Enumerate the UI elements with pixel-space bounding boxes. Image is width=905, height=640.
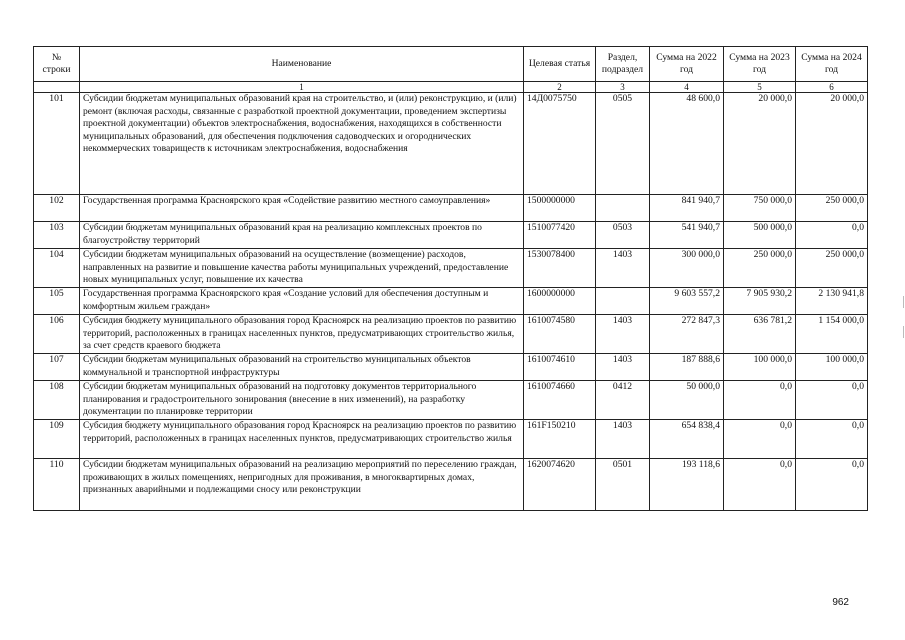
row-target-code: 1510077420 bbox=[524, 222, 596, 249]
header-row bbox=[34, 47, 868, 82]
row-sum-2023: 500 000,0 bbox=[724, 222, 796, 249]
table-row bbox=[34, 93, 868, 195]
page-number: 962 bbox=[832, 597, 849, 608]
row-sum-2023: 0,0 bbox=[724, 381, 796, 420]
row-section: 0505 bbox=[596, 93, 650, 195]
row-sum-2023: 750 000,0 bbox=[724, 195, 796, 222]
column-index: 6 bbox=[796, 82, 868, 93]
row-number: 101 bbox=[34, 93, 80, 195]
row-section: 1403 bbox=[596, 354, 650, 381]
column-index: 2 bbox=[524, 82, 596, 93]
row-number: 107 bbox=[34, 354, 80, 381]
header-sum-2023: Сумма на 2023 год bbox=[724, 47, 796, 82]
row-sum-2023: 0,0 bbox=[724, 420, 796, 459]
row-sum-2024: 0,0 bbox=[796, 459, 868, 511]
scan-artifact bbox=[903, 326, 904, 338]
row-number: 109 bbox=[34, 420, 80, 459]
row-name: Субсидии бюджетам муниципальных образований на подготовку документов территориального планирования и градостроительного зонирования (внесение в них изменений), на разработку документации по планировке территории bbox=[80, 381, 524, 420]
row-section bbox=[596, 195, 650, 222]
row-sum-2022: 654 838,4 bbox=[650, 420, 724, 459]
document-page bbox=[33, 46, 868, 511]
column-index: 5 bbox=[724, 82, 796, 93]
row-sum-2024: 2 130 941,8 bbox=[796, 288, 868, 315]
row-section: 0503 bbox=[596, 222, 650, 249]
header-code: Целевая статья bbox=[524, 47, 596, 82]
row-section: 1403 bbox=[596, 420, 650, 459]
row-sum-2022: 48 600,0 bbox=[650, 93, 724, 195]
row-name: Субсидии бюджетам муниципальных образований края на строительство, и (или) реконструкцию, и (или) ремонт (включая расходы, связанные с разработкой проектной документации, проведением экспертизы проектной документации) объектов электроснабжения, водоснабжения, находящихся в собственности муниципальных образований, для обеспечения подключения садоводческих и огороднических некоммерческих товариществ к источникам электроснабжения, водоснабжения bbox=[80, 93, 524, 195]
row-target-code: 1610074610 bbox=[524, 354, 596, 381]
row-number: 105 bbox=[34, 288, 80, 315]
table-row bbox=[34, 222, 868, 249]
row-sum-2022: 541 940,7 bbox=[650, 222, 724, 249]
table-body bbox=[34, 93, 868, 511]
row-name: Государственная программа Красноярского края «Создание условий для обеспечения доступным и комфортным жильем граждан» bbox=[80, 288, 524, 315]
row-sum-2022: 272 847,3 bbox=[650, 315, 724, 354]
row-name: Субсидии бюджетам муниципальных образований на строительство муниципальных объектов коммунальной и транспортной инфраструктуры bbox=[80, 354, 524, 381]
row-name: Субсидия бюджету муниципального образования город Красноярск на реализацию проектов по развитию территорий, расположенных в границах населенных пунктов, предусматривающих строительство жилья, за счет средств краевого бюджета bbox=[80, 315, 524, 354]
row-target-code: 1620074620 bbox=[524, 459, 596, 511]
row-name: Субсидия бюджету муниципального образования город Красноярск на реализацию проектов по развитию территорий, расположенных в границах населенных пунктов, предусматривающих строительство жилья bbox=[80, 420, 524, 459]
row-sum-2023: 100 000,0 bbox=[724, 354, 796, 381]
row-name: Государственная программа Красноярского края «Содействие развитию местного самоуправления» bbox=[80, 195, 524, 222]
row-section: 1403 bbox=[596, 315, 650, 354]
row-target-code: 14Д0075750 bbox=[524, 93, 596, 195]
header-section: Раздел, подраздел bbox=[596, 47, 650, 82]
header-num: № строки bbox=[34, 47, 80, 82]
row-sum-2022: 300 000,0 bbox=[650, 249, 724, 288]
row-sum-2022: 9 603 557,2 bbox=[650, 288, 724, 315]
row-target-code: 1610074660 bbox=[524, 381, 596, 420]
row-sum-2022: 187 888,6 bbox=[650, 354, 724, 381]
row-sum-2024: 0,0 bbox=[796, 222, 868, 249]
row-target-code: 1610074580 bbox=[524, 315, 596, 354]
row-sum-2023: 250 000,0 bbox=[724, 249, 796, 288]
row-sum-2024: 250 000,0 bbox=[796, 195, 868, 222]
row-sum-2024: 250 000,0 bbox=[796, 249, 868, 288]
column-index: 4 bbox=[650, 82, 724, 93]
budget-table bbox=[33, 46, 868, 511]
row-sum-2024: 0,0 bbox=[796, 381, 868, 420]
row-target-code: 1530078400 bbox=[524, 249, 596, 288]
column-index-row bbox=[34, 82, 868, 93]
row-number: 104 bbox=[34, 249, 80, 288]
row-number: 102 bbox=[34, 195, 80, 222]
row-sum-2024: 100 000,0 bbox=[796, 354, 868, 381]
row-target-code: 161F150210 bbox=[524, 420, 596, 459]
row-sum-2024: 20 000,0 bbox=[796, 93, 868, 195]
row-name: Субсидии бюджетам муниципальных образований на осуществление (возмещение) расходов, направленных на развитие и повышение качества работы муниципальных учреждений, предоставление новых муниципальных услуг, повышение их качества bbox=[80, 249, 524, 288]
table-row bbox=[34, 249, 868, 288]
header-sum-2024: Сумма на 2024 год bbox=[796, 47, 868, 82]
table-row bbox=[34, 354, 868, 381]
row-name: Субсидии бюджетам муниципальных образований края на реализацию комплексных проектов по благоустройству территорий bbox=[80, 222, 524, 249]
table-row bbox=[34, 315, 868, 354]
row-sum-2023: 7 905 930,2 bbox=[724, 288, 796, 315]
table-row bbox=[34, 420, 868, 459]
header-name: Наименование bbox=[80, 47, 524, 82]
row-sum-2022: 193 118,6 bbox=[650, 459, 724, 511]
table-row bbox=[34, 381, 868, 420]
row-target-code: 1600000000 bbox=[524, 288, 596, 315]
row-section: 0501 bbox=[596, 459, 650, 511]
table-row bbox=[34, 459, 868, 511]
row-sum-2024: 0,0 bbox=[796, 420, 868, 459]
row-target-code: 1500000000 bbox=[524, 195, 596, 222]
row-number: 110 bbox=[34, 459, 80, 511]
row-section: 1403 bbox=[596, 249, 650, 288]
row-sum-2022: 50 000,0 bbox=[650, 381, 724, 420]
row-sum-2023: 0,0 bbox=[724, 459, 796, 511]
row-number: 103 bbox=[34, 222, 80, 249]
column-index: 3 bbox=[596, 82, 650, 93]
row-sum-2023: 20 000,0 bbox=[724, 93, 796, 195]
table-row bbox=[34, 195, 868, 222]
scan-artifact bbox=[903, 296, 904, 308]
row-number: 106 bbox=[34, 315, 80, 354]
row-sum-2022: 841 940,7 bbox=[650, 195, 724, 222]
column-index bbox=[34, 82, 80, 93]
row-number: 108 bbox=[34, 381, 80, 420]
header-sum-2022: Сумма на 2022 год bbox=[650, 47, 724, 82]
table-row bbox=[34, 288, 868, 315]
row-sum-2024: 1 154 000,0 bbox=[796, 315, 868, 354]
row-section: 0412 bbox=[596, 381, 650, 420]
column-index: 1 bbox=[80, 82, 524, 93]
row-section bbox=[596, 288, 650, 315]
row-sum-2023: 636 781,2 bbox=[724, 315, 796, 354]
row-name: Субсидии бюджетам муниципальных образований на реализацию мероприятий по переселению граждан, проживающих в жилых помещениях, непригодных для проживания, в многоквартирных домах, признанных аварийными и подлежащими сносу или реконструкции bbox=[80, 459, 524, 511]
